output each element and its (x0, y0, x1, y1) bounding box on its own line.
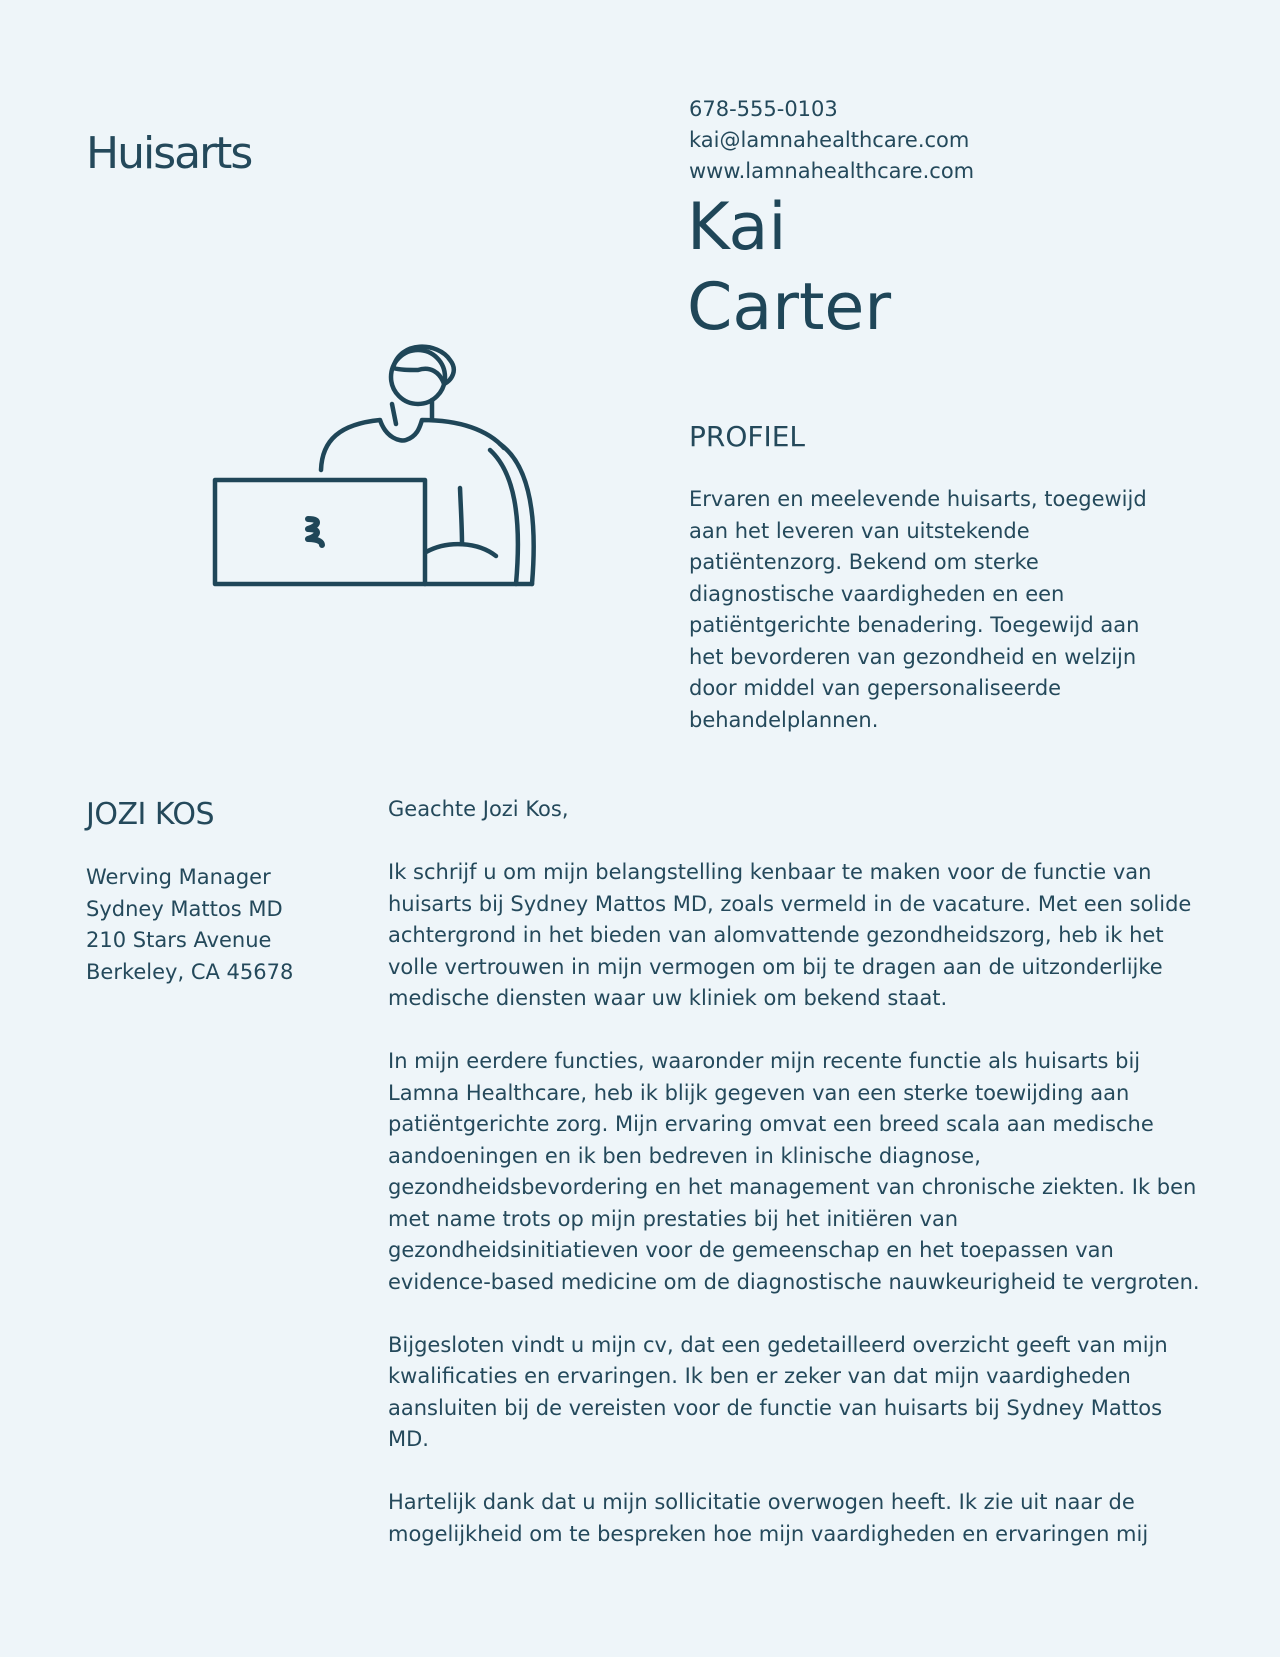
contact-phone: 678-555-0103 (689, 97, 838, 121)
recipient-street: 210 Stars Avenue (86, 928, 272, 952)
letter-paragraph: Bijgesloten vindt u mijn cv, dat een gedetailleerd overzicht geeft van mijn kwalificaties en ervaringen. Ik ben er zeker van dat mijn vaardigheden aansluiten bij de vereisten voor de functie van huisarts bij Sydney Mattos MD. (388, 1332, 1168, 1451)
applicant-last-name: Carter (687, 270, 892, 345)
arm-shape (460, 488, 462, 544)
profile-heading: PROFIEL (689, 420, 806, 453)
contact-info (689, 94, 974, 187)
back-shape-inner (490, 450, 518, 584)
contact-website: www.lamnahealthcare.com (689, 159, 975, 183)
neck-shape (392, 404, 396, 424)
applicant-name (687, 188, 891, 348)
hand-shape (426, 544, 496, 556)
letter-body (388, 794, 1208, 1582)
letter-greeting: Geachte Jozi Kos, (388, 797, 569, 821)
profile-text: Ervaren en meelevende huisarts, toegewijd aan het leveren van uitstekende patiëntenzorg. Bekend om sterke diagnostische vaardigheden en een patiëntgerichte benadering. Toegewijd aan het bevorderen van gezondheid en welzijn door middel van gepersonaliseerde behandelplannen. (689, 487, 1147, 732)
recipient-name: JOZI KOS (86, 797, 215, 832)
recipient-city: Berkeley, CA 45678 (86, 959, 294, 984)
recipient-title: Werving Manager (86, 865, 271, 889)
letter-paragraph: Ik schrijf u om mijn belangstelling kenbaar te maken voor de functie van huisarts bij Sydney Mattos MD, zoals vermeld in de vacature. Met een solide achtergrond in het bieden van alomvattende gezondheidszorg, heb ik het volle vertrouwen in mijn vermogen om bij te dragen aan de uitzonderlijke medische diensten waar uw kliniek om bekend staat. (388, 860, 1192, 1010)
recipient-address (86, 862, 293, 988)
laptop-logo (308, 519, 322, 545)
job-title: Huisarts (86, 128, 252, 179)
contact-email: kai@lamnahealthcare.com (689, 128, 970, 152)
recipient-company: Sydney Mattos MD (86, 896, 283, 921)
laptop-shape (215, 480, 425, 584)
applicant-first-name: Kai (687, 190, 787, 265)
person-at-laptop-icon (210, 332, 550, 590)
letter-paragraph: In mijn eerdere functies, waaronder mijn recente functie als huisarts bij Lamna Healthcare, heb ik blijk gegeven van een sterke toewijding aan patiëntgerichte zorg. Mijn ervaring omvat een breed scala aan medische aandoeningen en ik ben bedreven in klinische diagnose, gezondheidsbevordering en het management van chronische ziekten. Ik ben met name trots op mijn prestaties bij het initiëren van gezondheidsinitiatieven voor de gemeenschap en het toepassen van evidence-based medicine om de diagnostische nauwkeurigheid te vergroten. (388, 1049, 1200, 1294)
letter-paragraph: Hartelijk dank dat u mijn sollicitatie overwogen heeft. Ik zie uit naar de mogelijkheid om te bespreken hoe mijn vaardigheden en ervaringen mij (388, 1490, 1149, 1546)
torso-shape (321, 420, 504, 470)
